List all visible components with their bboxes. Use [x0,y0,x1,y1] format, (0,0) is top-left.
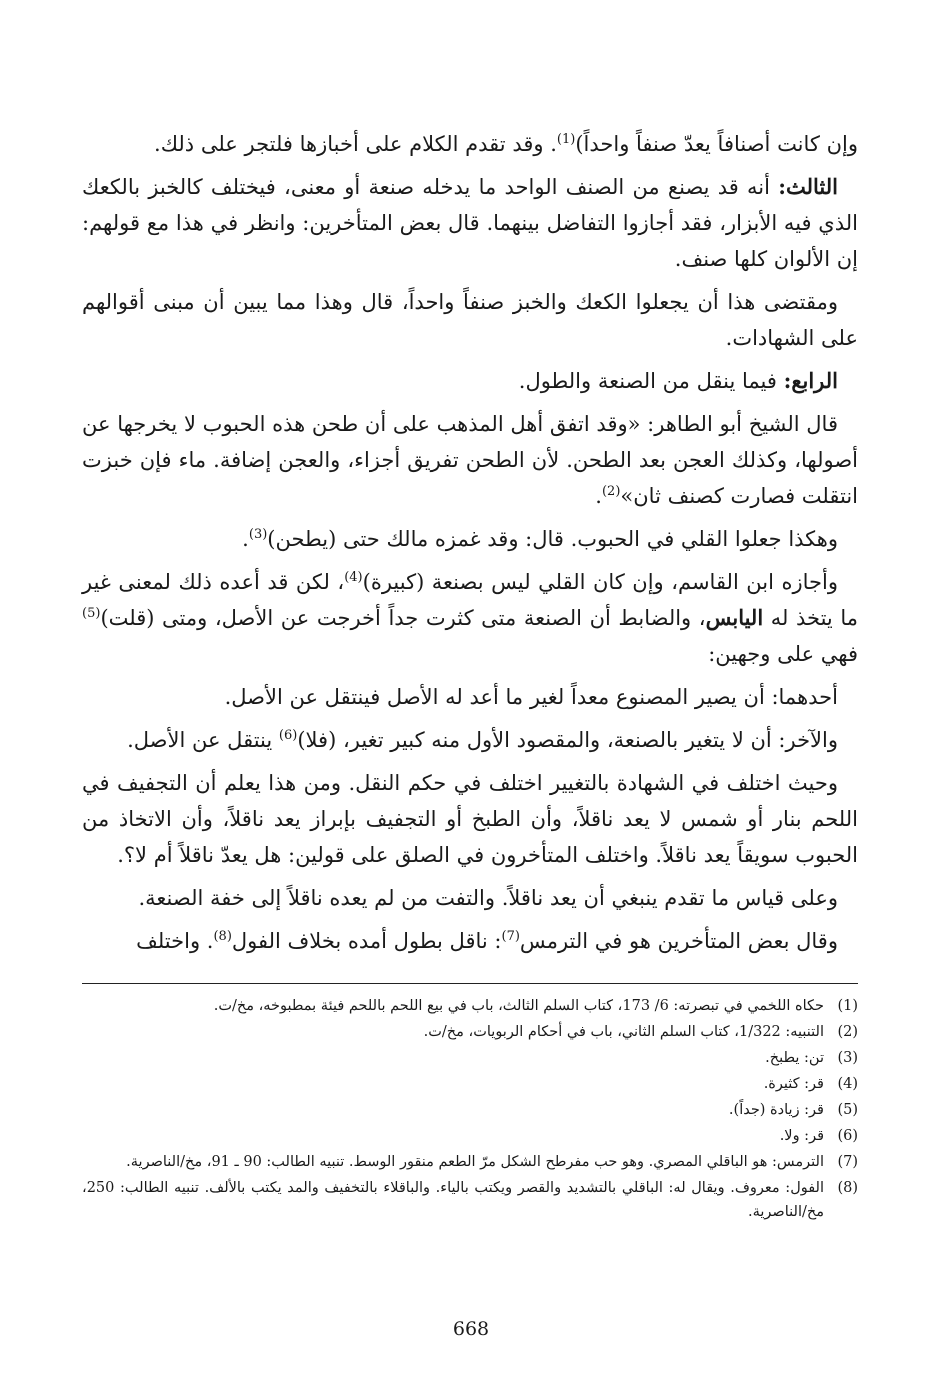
footnote-text: الفول: معروف. ويقال له: الباقلي بالتشديد والقصر ويكتب بالياء. والباقلاء بالتخفيف والمد يكتب بالألف. تنبيه الطالب: 250، مخ/الناصرية. [82,1180,824,1220]
text-run: ، لكن قد أعده ذلك لمعنى غير ما يتخذ له [82,570,859,630]
text-run: . [595,484,602,508]
paragraph [82,284,858,356]
paragraph [82,765,858,873]
text-run: وقال بعض المتأخرين هو في الترمس [519,929,838,953]
text-run: والآخر: أن لا يتغير بالصنعة، والمقصود الأول منه كبير تغير، (فلا) [297,728,838,752]
text-run: : ناقل بطول أمده بخلاف الفول [231,929,502,953]
footnote-number: (8) [837,1180,858,1196]
text-run: وعلى قياس ما تقدم ينبغي أن يعد ناقلاً. والتفت من لم يعده ناقلاً إلى خفة الصنعة. [138,886,838,910]
text-run: أحدهما: أن يصير المصنوع معداً لغير ما أعد له الأصل فينتقل عن الأصل. [224,685,838,709]
footnote-text: قر: ولا. [779,1128,824,1144]
paragraph [82,169,858,277]
text-run: وأجازه ابن القاسم، وإن كان القلي ليس بصنعة (كبيرة) [362,570,838,594]
footnote-text: التنبيه: 1/322، كتاب السلم الثاني، باب في أحكام الربويات، مخ/ت. [423,1024,824,1040]
footnote-item [82,1098,858,1122]
text-run: . [242,527,249,551]
footnote-number: (5) [837,1102,858,1118]
paragraph [82,126,858,162]
text-run: وحيث اختلف في الشهادة بالتغيير اختلف في حكم النقل. ومن هذا يعلم أن التجفيف في اللحم بنار أو شمس لا يعد ناقلاً، وأن الطبخ أو التجفيف بإبراز يعد ناقلاً، وأن الاتخاذ من الحبوب سويقاً يعد ناقلاً. واختلف المتأخرون في الصلق على قولين: هل يعدّ ناقلاً أم لا؟. [82,771,858,867]
footnote-item [82,1072,858,1096]
text-run: ينتقل عن الأصل. [127,728,279,752]
footnote-ref[interactable]: (2) [601,484,621,499]
text-run: ومقتضى هذا أن يجعلوا الكعك والخبز صنفاً واحداً، قال وهذا مما يبين أن مبنى أقوالهم على الشهادات. [82,290,858,350]
footnotes [82,994,858,1226]
footnote-ref[interactable]: (7) [501,929,520,944]
paragraph [82,722,858,758]
paragraph [82,564,858,672]
footnote-text: حكاه اللخمي في تبصرته: 6/ 173، كتاب السلم الثالث، باب في بيع اللحم باللحم فيئة بمطبوخه، مخ/ت. [213,998,824,1014]
text-run: وهكذا جعلوا القلي في الحبوب. قال: وقد غمزه مالك حتى (يطحن) [267,527,838,551]
footnote-number: (4) [837,1076,858,1092]
footnote-text: قر: زيادة (جداً). [728,1102,824,1118]
footnote-ref[interactable]: (3) [248,527,268,542]
page-number: 668 [452,1318,490,1340]
paragraph [82,521,858,557]
text-run: فهي على وجهين: [708,642,858,666]
footnote-item [82,1150,858,1174]
footnote-number: (2) [837,1024,858,1040]
footnote-ref[interactable]: (8) [213,929,232,944]
bold-term: اليابس [705,605,764,630]
footnote-text: تن: يطبخ. [765,1050,824,1066]
text-run: قال الشيخ أبو الطاهر: «وقد اتفق أهل المذهب على أن طحن هذه الحبوب لا يخرجها عن أصولها، وكذلك العجن بعد الطحن. لأن الطحن تفريق أجزاء، والعجن إضافة. ماء فإن خبزت انتقلت فصارت كصنف ثان» [82,412,858,508]
footnote-item [82,1176,858,1224]
main-text [82,126,858,966]
footnote-text: الترمس: هو الباقلي المصري. وهو حب مفرطح الشكل مرّ الطعم منقور الوسط. تنبيه الطالب: 90 ـ 91، مخ/الناصرية. [126,1154,824,1170]
section-heading: الرابع: [783,368,838,393]
text-run: أنه قد يصنع من الصنف الواحد ما يدخله صنعة أو معنى، فيختلف كالخبز بالكعك الذي فيه الأبزار، فقد أجازوا التفاضل بينهما. قال بعض المتأخرين: وانظر في هذا مع قولهم: إن الألوان كلها صنف. [82,175,858,271]
paragraph [82,406,858,514]
footnote-text: قر: كثيرة. [763,1076,824,1092]
footnote-divider [82,983,858,984]
text-run: ، والضابط أن الصنعة متى كثرت جداً أخرجت عن الأصل، ومتى (قلت) [100,606,706,630]
footnote-item [82,1124,858,1148]
footnote-ref[interactable]: (4) [344,570,363,585]
footnote-number: (6) [837,1128,858,1144]
paragraph [82,880,858,916]
paragraph [82,363,858,399]
footnote-number: (3) [837,1050,858,1066]
text-run: . واختلف [136,929,214,953]
footnote-ref[interactable]: (1) [556,132,576,147]
footnote-item [82,1020,858,1044]
section-heading: الثالث: [778,174,838,199]
paragraph [82,679,858,715]
footnote-ref[interactable]: (6) [278,728,298,743]
footnote-item [82,1046,858,1070]
footnote-item [82,994,858,1018]
text-run: . وقد تقدم الكلام على أخبازها فلتجر على ذلك. [154,132,557,156]
text-run: وإن كانت أصنافاً يعدّ صنفاً واحداً) [575,132,858,156]
footnote-number: (1) [837,998,858,1014]
footnote-ref[interactable]: (5) [82,606,101,621]
text-run: فيما ينقل من الصنعة والطول. [518,369,784,393]
footnote-number: (7) [837,1154,858,1170]
paragraph [82,923,858,959]
